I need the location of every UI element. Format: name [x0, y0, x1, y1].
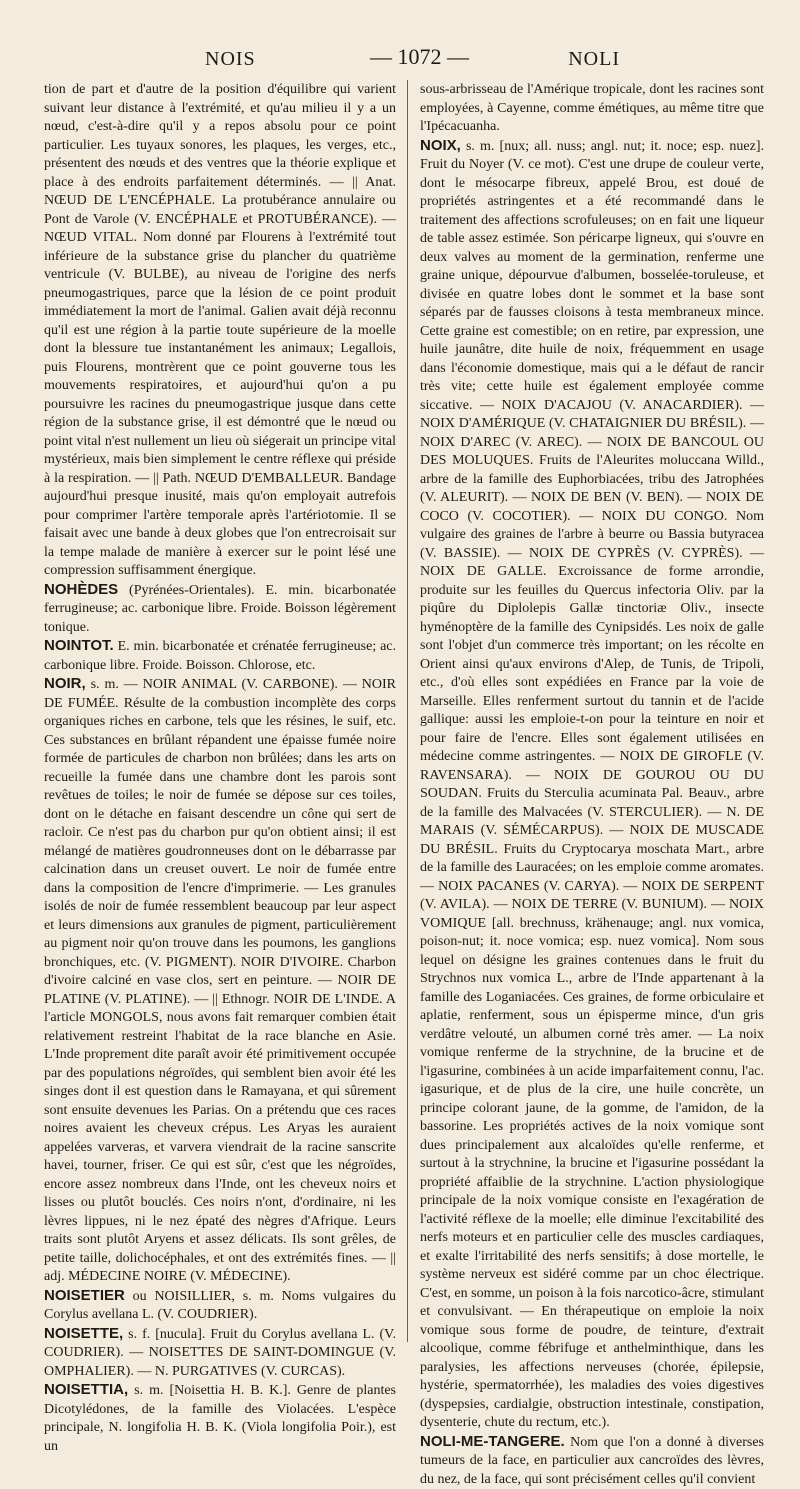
entry-headword: NOIX, [420, 137, 461, 154]
entry-paragraph [420, 1433, 764, 1489]
entry-text: tion de part et d'autre de la position d'équilibre qui varient suivant leur distance à l'extrémité, et qu'au milieu il y a un nœud, c'est-à-dire qu'il y a repos absolu pour ce point particulier. Les tuyaux sonores, les plaques, les verges, etc., présentent des nœuds et des ventres que la théorie explique et place à des endroits parfaitement déterminés. — || Anat. NŒUD DE L'ENCÉPHALE. La protubérance annulaire ou Pont de Varole (V. ENCÉPHALE et PROTUBÉRANCE). — NŒUD VITAL. Nom donné par Flourens à l'extrémité tout inférieure de la substance grise du plancher du quatrième ventricule (V. BULBE), au niveau de l'origine des nerfs pneumogastriques, parce que la lésion de ce point produit immédiatement la mort de l'animal. Galien avait déjà reconnu qu'il est une région à la partie toute supérieure de la moelle dont la blessure tue instantanément les animaux; Legallois, puis Flourens, montrèrent que ce point gouverne tous les mouvements respiratoires, et aujourd'hui qu'on a pu poursuivre les racines du pneumogastrique jusque dans cette région de la substance grise, il est démontré que le nœud ou point vital n'est nullement un lieu où siégerait un principe vital mystérieux, mais bien simplement le centre réflexe qui préside à la respiration. — || Path. NŒUD D'EMBALLEUR. Bandage aujourd'hui presque inusité, mais qu'on employait autrefois pour comprimer l'artère temporale après l'artériotomie. Il se faisait avec une bande à deux globes que l'on entrecroisait sur la tempe malade de manière à exercer sur le point lésé une compression suffisamment énergique. [44, 82, 396, 578]
entry-paragraph [44, 1325, 396, 1382]
entry-headword: NOIR, [44, 675, 86, 692]
entry-headword: NOINTOT. [44, 637, 114, 654]
entry-text: s. m. [nux; all. nuss; angl. nut; it. noce; esp. nuez]. Fruit du Noyer (V. ce mot). C'est une drupe de couleur verte, dont le mésocarpe fibreux, appelé Brou, est doué de propriétés astringentes et a été recommandé dans le traitement des affections scrofuleuses; on en fait une liqueur de table assez estimée. Son péricarpe ligneux, qui s'ouvre en deux valves au moment de la germination, renferme une graine unique, dépourvue d'albumen, bosselée-toruleuse, et divisée en quatre lobes dont le sommet et la base sont séparés par de fausses cloisons à testa membraneux mince. Cette graine est comestible; on en retire, par expression, une huile jaunâtre, dite huile de noix, fréquemment en usage dans l'économie domestique, mais qui a le défaut de rancir très vite; cette huile est également employée comme siccative. — NOIX D'ACAJOU (V. ANACARDIER). — NOIX D'AMÉRIQUE (V. CHATAIGNIER DU BRÉSIL). — NOIX D'AREC (V. AREC). — NOIX DE BANCOUL OU DES MOLUQUES. Fruits de l'Aleurites moluccana Willd., arbre de la famille des Euphorbiacées, tribu des Jatrophées (V. ALEURIT). — NOIX DE BEN (V. BEN). — NOIX DE COCO (V. COCOTIER). — NOIX DU CONGO. Nom vulgaire des graines de l'arbre à beurre ou Bassia butyracea (V. BASSIE). — NOIX DE CYPRÈS (V. CYPRÈS). — NOIX DE GALLE. Excroissance de forme arrondie, produite sur les feuilles du Quercus infectoria Oliv. par la piqûre du Diplolepis Gallæ tinctoriæ Oliv., insecte hyménoptère de la famille des Cynipsidés. Les noix de galle sont l'objet d'un commerce très important; on les récolte en Orient ainsi qu'aux environs d'Alep, de Tunis, de Tripoli, etc., d'où elles sont expédiées en France par la voie de Marseille. Elles renferment surtout du tannin et de l'acide gallique: aussi les emploie-t-on pour la teinture en noir et pour faire de l'encre. Elles sont également utilisées en médecine comme astringentes. — NOIX DE GIROFLE (V. RAVENSARA). — NOIX DE GOUROU OU DU SOUDAN. Fruits du Sterculia acuminata Pal. Beauv., arbre de la famille des Malvacées (V. STERCULIER). — N. DE MARAIS (V. SÉMÉCARPUS). — NOIX DE MUSCADE DU BRÉSIL. Fruits du Cryptocarya moschata Mart., arbre de la famille des Lauracées; on les emploie comme aromates. — NOIX PACANES (V. CARYA). — NOIX DE SERPENT (V. AVILA). — NOIX DE TERRE (V. BUNIUM). — NOIX VOMIQUE [all. brechnuss, krähenauge; angl. nux vomica, poison-nut; it. noce vomica; esp. nuez vomica]. Nom sous lequel on désigne les graines contenues dans le fruit du Strychnos nux vomica L., arbre de l'Inde appartenant à la famille des Loganiacées. Ces graines, de forme orbiculaire et aplatie, renferment, sous un épisperme mince, d'un gris verdâtre velouté, un albumen corné très amer. — La noix vomique renferme de la strychnine, de la brucine et de l'igasurine, combinées à un acide imparfaitement connu, l'ac. igasurique, et de plus de la cire, une huile concrète, un principe colorant jaune, de la gomme, de l'amidon, de la bassorine. Les propriétés actives de la noix vomique sont dues principalement aux alcaloïdes qu'elle renferme, et surtout à la strychnine, la brucine et l'igasurine possédant la propriété affaiblie de la strychnine. L'action physiologique principale de la noix vomique consiste en l'exagération de l'activité réflexe de la moelle; elle diminue l'excitabilité des nerfs moteurs et en particulier celle des muscles cardiaques, et exalte l'irritabilité des nerfs sensitifs; à dose mortelle, le système nerveux est sidéré comme par un choc électrique. C'est, en somme, un poison à la fois narcotico-âcre, stimulant et convulsivant. — En thérapeutique on emploie la noix vomique sous forme de poudre, de teinture, d'extrait alcoolique, comme fébrifuge et anthelminthique, dans les paralysies, les affections nerveuses (chorée, épilepsie, hystérie, spermatorrhée), les maladies des voies digestives (dyspepsies, cardialgie, obstruction intestinale, constipation, dysenterie, chute du rectum, etc.). [420, 139, 764, 1431]
entry-headword: NOISETTIA, [44, 1381, 128, 1398]
header-right-word: NOLI [568, 48, 620, 71]
entry-paragraph [44, 675, 396, 1287]
entry-headword: NOLI-ME-TANGERE. [420, 1433, 565, 1450]
entry-paragraph [420, 80, 764, 137]
page-number: — 1072 — [370, 44, 469, 70]
entry-text: s. f. [nucula]. Fruit du Corylus avellana L. (V. COUDRIER). — NOISETTES DE SAINT-DOMINGUE (V. OMPHALIER). — N. PURGATIVES (V. CURCAS). [44, 1327, 396, 1379]
entry-headword: NOISETIER [44, 1287, 125, 1304]
column-divider [407, 80, 408, 1342]
entry-paragraph [44, 80, 396, 581]
entry-text: ou NOISILLIER, s. m. Noms vulgaires du Corylus avellana L. (V. COUDRIER). [44, 1289, 396, 1323]
entry-text: Nom que l'on a donné à diverses tumeurs de la face, en particulier aux cancroïdes des lèvres, du nez, de la face, qui sont précisément celles qu'il convient [420, 1435, 764, 1487]
entry-paragraph [420, 137, 764, 1433]
entry-paragraph [44, 1287, 396, 1325]
header-left-word: NOIS [205, 48, 256, 71]
entry-text: s. m. — NOIR ANIMAL (V. CARBONE). — NOIR DE FUMÉE. Résulte de la combustion incomplète des corps organiques riches en carbone, tels que les résines, le suif, etc. Ces substances en brûlant répandent une épaisse fumée noire formée de particules de charbon non brûlées; dans les arts on recueille la fumée dans une chambre dont les parois sont revêtues de toiles; le noir de fumée se dépose sur ces toiles, dont on le détache en faisant descendre un cône qui sert de racloir. Ce n'est pas du charbon pur qu'on obtient ainsi; il est mélangé de matières goudronneuses dont on le débarrasse par calcination dans un creuset ouvert. Le noir de fumée entre dans la composition de l'encre d'imprimerie. — Les granules isolés de noir de fumée ressemblent beaucoup par leur aspect et leurs dimensions aux granules de pigment, particulièrement au pigment noir qu'on trouve dans les poumons, les ganglions bronchiques, etc. (V. PIGMENT). NOIR D'IVOIRE. Charbon d'ivoire calciné en vase clos, sert en peinture. — NOIR DE PLATINE (V. PLATINE). — || Ethnogr. NOIR DE L'INDE. A l'article MONGOLS, nous avons fait remarquer combien était relativement restreint l'habitat de la race blanche en Asie. L'Inde proprement dite paraît avoir été primitivement occupée par des populations négroïdes, qui semblent bien avoir été les singes dont il est question dans le Ramayana, et qui sûrement sont ensuite devenues les Parias. On a prétendu que ces races noires avaient les cheveux crépus. Les Aryas les auraient appelées varveras, et varvera viendrait de la racine sanscrite havei, tourner, friser. Ce qui est sûr, c'est que les négroïdes, encore assez nombreux dans l'Inde, ont les cheveux noirs et lisses ou plutôt bouclés. Ces noirs n'ont, d'ordinaire, ni les lèvres lippues, ni le nez épaté des nègres d'Afrique. Leurs traits sont plutôt Aryens et assez délicats. Ils sont grêles, de petite taille, dolichocéphales, et ont des extrémités fines. — || adj. MÉDECINE NOIRE (V. MÉDECINE). [44, 677, 396, 1284]
right-column [420, 80, 764, 1342]
entry-text: (Pyrénées-Orientales). E. min. bicarbonatée ferrugineuse; ac. carbonique libre. Froide. Boisson légèrement tonique. [44, 583, 396, 635]
entry-headword: NOISETTE, [44, 1325, 123, 1342]
entry-text: E. min. bicarbonatée et crénatée ferrugineuse; ac. carbonique libre. Froide. Boisson. Chlorose, etc. [44, 639, 396, 673]
running-head [40, 44, 760, 76]
left-column [44, 80, 396, 1342]
entry-paragraph [44, 1381, 396, 1456]
entry-paragraph [44, 581, 396, 638]
entry-text: sous-arbrisseau de l'Amérique tropicale, dont les racines sont employées, à Cayenne, comme émétiques, au même titre que l'Ipécacuanha. [420, 82, 764, 134]
entry-paragraph [44, 637, 396, 675]
entry-text: s. m. [Noisettia H. B. K.]. Genre de plantes Dicotylédones, de la famille des Violacées. L'espèce principale, N. longifolia H. B. K. (Viola longifolia Poir.), est un [44, 1383, 396, 1454]
entry-headword: NOHÈDES [44, 581, 118, 598]
